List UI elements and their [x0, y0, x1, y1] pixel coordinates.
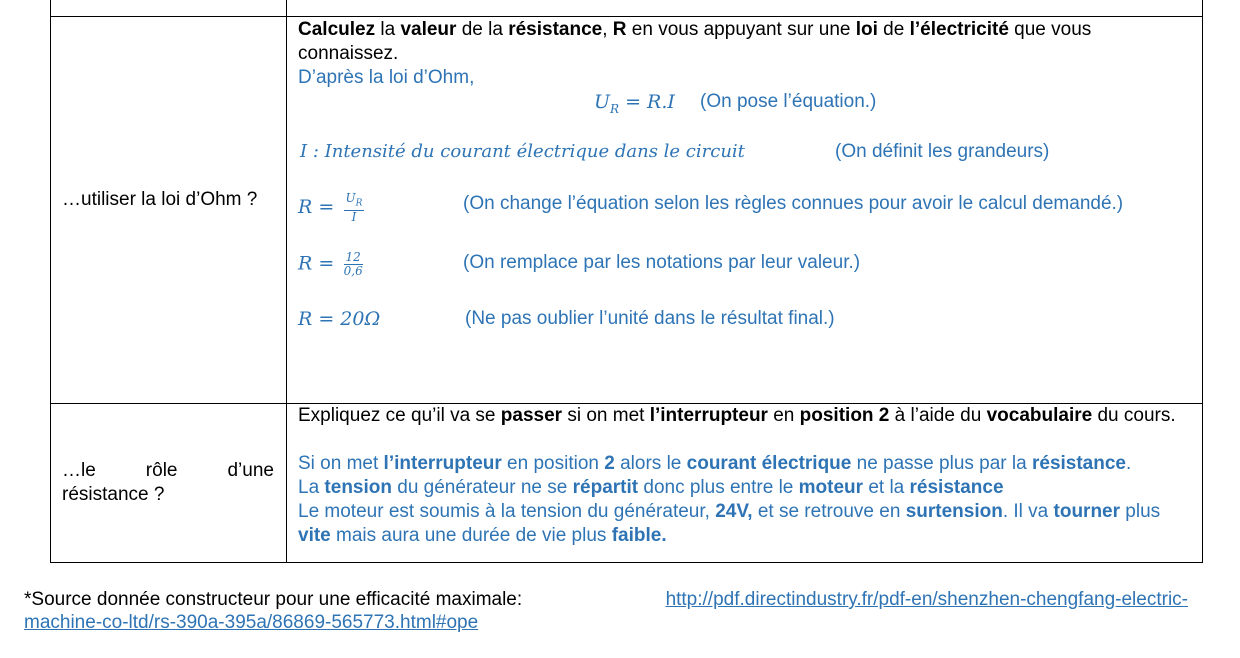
answer-word: résistance [909, 477, 1004, 498]
answer-word: Le moteur est soumis à la tension du générateur, [298, 501, 716, 522]
equation-sub: R [610, 101, 620, 116]
footnote-line-1 [24, 588, 1188, 612]
prompt-word: la [375, 19, 401, 40]
prompt-word: loi [855, 19, 878, 40]
answer-word: et se retrouve en [752, 501, 906, 522]
answer-word: courant électrique [686, 453, 852, 474]
prompt-word: Expliquez ce qu’il va se [298, 405, 501, 426]
answer-word: du générateur ne se [391, 477, 573, 498]
answer-word: . [1126, 453, 1132, 474]
answer-word: surtension [905, 501, 1003, 522]
formula-lhs: R = [298, 252, 335, 275]
answer-word: 2 [604, 453, 615, 474]
answer-word: l’interrupteur [383, 453, 502, 474]
prompt-word: résistance [508, 19, 603, 40]
step1-note: (On change l’équation selon les règles connues pour avoir le calcul demandé.) [463, 193, 1124, 214]
prompt-word: en vous appuyant sur une [626, 19, 856, 40]
prompt-word: Calculez [298, 19, 376, 40]
ohm-intro: D’après la loi d’Ohm, [298, 67, 475, 88]
footnote-line-2 [24, 611, 478, 635]
prompt-word: vocabulaire [986, 405, 1093, 426]
answer-word: faible. [611, 525, 667, 546]
fraction [344, 251, 363, 278]
prompt-word: , [602, 19, 613, 40]
numerator-sub: R [355, 198, 363, 209]
table-border [50, 0, 51, 563]
label-word: …le [62, 460, 96, 481]
answer-line-2 [298, 476, 1004, 500]
answer-word: . Il va [1002, 501, 1054, 522]
label-word: d’une [227, 460, 274, 481]
table-border [50, 16, 1203, 17]
answer-word: résistance [1031, 453, 1126, 474]
prompt-word: du cours. [1092, 405, 1176, 426]
answer-word: 24V, [715, 501, 753, 522]
row1-left-label: …utiliser la loi d’Ohm ? [62, 189, 258, 210]
prompt-word: si on met [562, 405, 650, 426]
table-border [50, 562, 1203, 563]
answer-word: ne passe plus par la [851, 453, 1032, 474]
step2-note: (On remplace par les notations par leur valeur.) [463, 252, 861, 273]
step3-note: (Ne pas oublier l’unité dans le résultat final.) [465, 308, 835, 329]
source-link-part1[interactable]: http://pdf.directindustry.fr/pdf-en/shenzhen-chengfang-electric- [665, 589, 1188, 610]
answer-word: mais aura une durée de vie plus [330, 525, 612, 546]
prompt-word: l’électricité [909, 19, 1009, 40]
row2-prompt [298, 404, 1196, 428]
prompt-word: en [767, 405, 800, 426]
answer-word: plus [1120, 501, 1161, 522]
answer-word: Si on met [298, 453, 384, 474]
answer-word: donc plus entre le [638, 477, 799, 498]
prompt-word: de la [456, 19, 509, 40]
fraction-numerator [344, 192, 365, 211]
equation-rhs: = R.I [619, 91, 675, 113]
step3-result: R = 20Ω [298, 308, 381, 330]
table-border [1202, 0, 1203, 563]
fraction [344, 192, 365, 224]
prompt-word: R [612, 19, 627, 40]
fraction-numerator: 12 [345, 250, 361, 264]
answer-line-3 [298, 500, 1196, 548]
fraction-denominator: 0,6 [343, 264, 363, 278]
prompt-word: valeur [400, 19, 457, 40]
prompt-word: que vous connaissez. [298, 19, 1092, 64]
prompt-word: passer [500, 405, 563, 426]
answer-word: tourner [1053, 501, 1121, 522]
prompt-word: de [877, 19, 910, 40]
formula-lhs: R = [298, 196, 335, 219]
answer-word: alors le [614, 453, 687, 474]
answer-word: et la [863, 477, 910, 498]
prompt-word: position 2 [799, 405, 890, 426]
source-link-part2[interactable]: machine-co-ltd/rs-390a-395a/86869-565773.html#ope [24, 612, 479, 633]
row1-prompt [298, 18, 1188, 66]
answer-word: La [298, 477, 325, 498]
answer-word: moteur [798, 477, 864, 498]
answer-word: répartit [572, 477, 639, 498]
equation-u: U [594, 91, 611, 113]
equation-note: (On pose l’équation.) [700, 91, 877, 112]
answer-line-1 [298, 452, 1131, 476]
ohm-equation [594, 90, 675, 121]
row2-left-label-line1 [62, 459, 274, 483]
answer-word: vite [298, 525, 331, 546]
define-note: (On définit les grandeurs) [835, 141, 1050, 162]
label-word: rôle [145, 460, 178, 481]
prompt-word: à l’aide du [889, 405, 987, 426]
answer-word: en position [501, 453, 605, 474]
row2-left-label-line2: résistance ? [62, 484, 165, 505]
prompt-word: l’interrupteur [649, 405, 768, 426]
define-quantities: I : Intensité du courant électrique dans le circuit [300, 141, 745, 162]
footnote-text: *Source donnée constructeur pour une efficacité maximale: [24, 589, 523, 610]
answer-word: tension [324, 477, 392, 498]
step2-formula [298, 251, 363, 278]
fraction-denominator: I [351, 210, 357, 225]
numerator-u: U [345, 191, 356, 205]
step1-formula [298, 192, 364, 224]
table-border [286, 0, 287, 563]
